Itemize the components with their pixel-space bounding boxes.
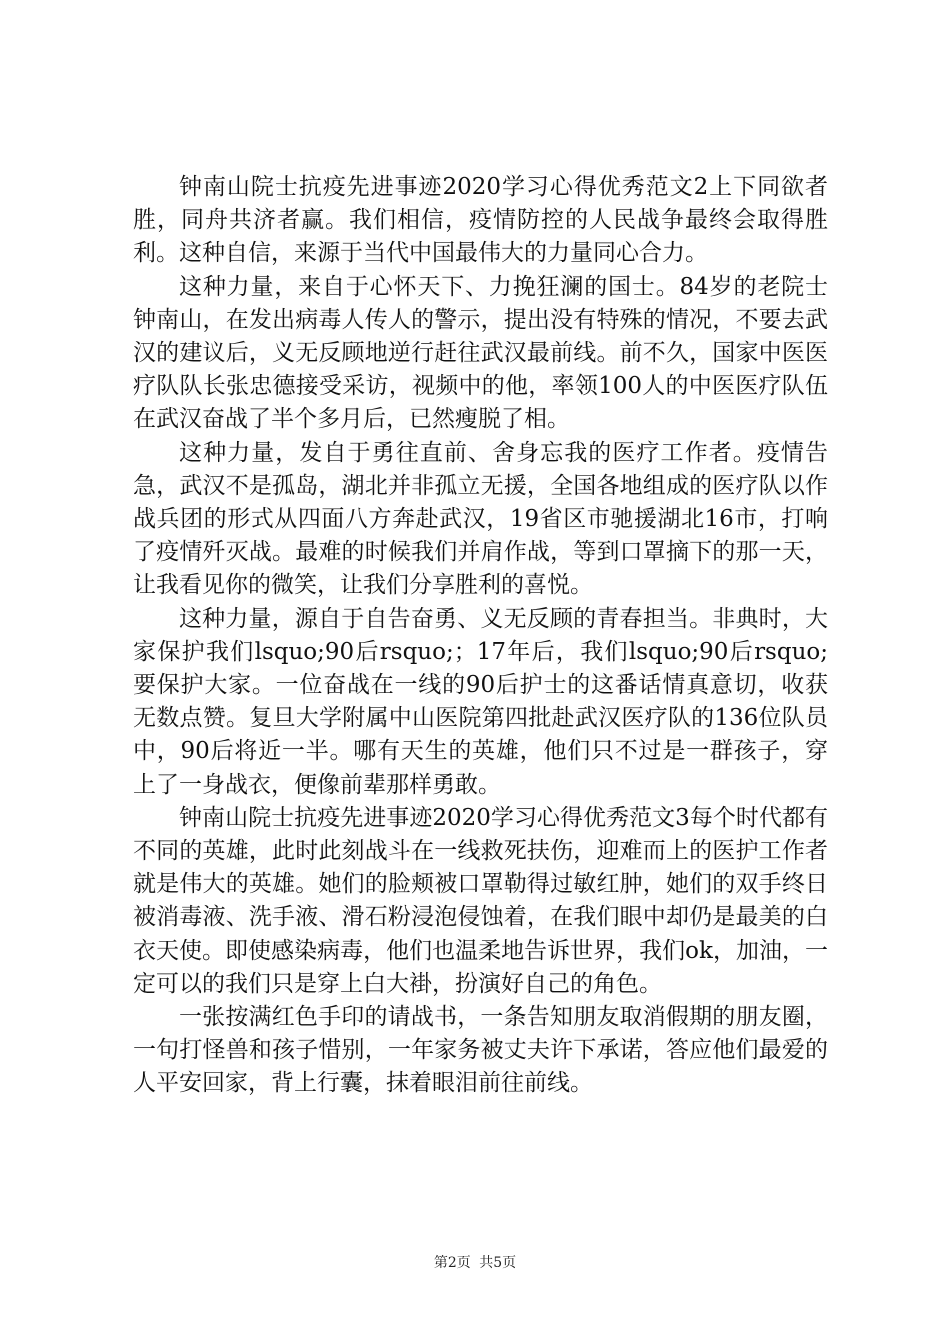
paragraph: 这种力量，发自于勇往直前、舍身忘我的医疗工作者。疫情告急，武汉不是孤岛，湖北并非孤立无援，全国各地组成的医疗队以作战兵团的形式从四面八方奔赴武汉，19省区市驰援湖北16市，打响了疫情歼灭战。最难的时候我们并肩作战，等到口罩摘下的那一天，让我看见你的微笑，让我们分享胜利的喜悦。 <box>133 439 828 599</box>
paragraph: 钟南山院士抗疫先进事迹2020学习心得优秀范文2上下同欲者胜，同舟共济者赢。我们相信，疫情防控的人民战争最终会取得胜利。这种自信，来源于当代中国最伟大的力量同心合力。 <box>133 174 828 267</box>
paragraph: 一张按满红色手印的请战书，一条告知朋友取消假期的朋友圈，一句打怪兽和孩子惜别，一年家务被丈夫许下承诺，答应他们最爱的人平安回家，背上行囊，抹着眼泪前往前线。 <box>133 1004 828 1097</box>
page-total: 共5页 <box>479 1255 517 1271</box>
paragraph: 这种力量，来自于心怀天下、力挽狂澜的国士。84岁的老院士钟南山，在发出病毒人传人的警示，提出没有特殊的情况，不要去武汉的建议后，义无反顾地逆行赶往武汉最前线。前不久，国家中医医疗队队长张忠德接受采访，视频中的他，率领100人的中医医疗队伍在武汉奋战了半个多月后，已然瘦脱了相。 <box>133 273 828 433</box>
page-number: 第2页 <box>433 1255 471 1271</box>
document-body <box>133 171 828 1101</box>
paragraph: 这种力量，源自于自告奋勇、义无反顾的青春担当。非典时，大家保护我们lsquo;90后rsquo;；17年后，我们lsquo;90后rsquo;要保护大家。一位奋战在一线的90后护士的这番话情真意切，收获无数点赞。复旦大学附属中山医院第四批赴武汉医疗队的136位队员中，90后将近一半。哪有天生的英雄，他们只不过是一群孩子，穿上了一身战衣，便像前辈那样勇敢。 <box>133 605 828 798</box>
page-footer <box>0 1252 950 1272</box>
paragraph: 钟南山院士抗疫先进事迹2020学习心得优秀范文3每个时代都有不同的英雄，此时此刻战斗在一线救死扶伤，迎难而上的医护工作者就是伟大的英雄。她们的脸颊被口罩勒得过敏红肿，她们的双手终日被消毒液、洗手液、滑石粉浸泡侵蚀着，在我们眼中却仍是最美的白衣天使。即使感染病毒，他们也温柔地告诉世界，我们ok，加油，一定可以的我们只是穿上白大褂，扮演好自己的角色。 <box>133 804 828 997</box>
